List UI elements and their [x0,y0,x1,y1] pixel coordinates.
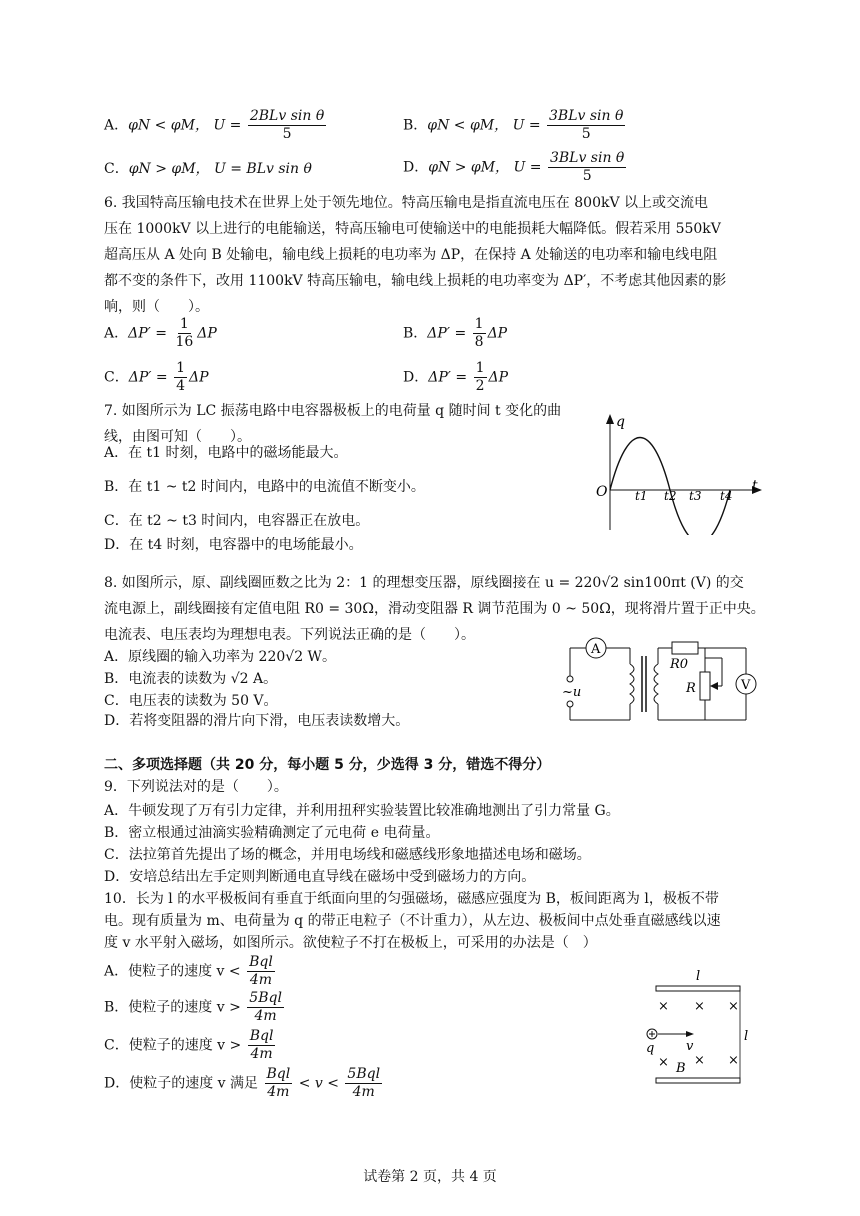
q5-option-d: D．φN > φM， U = $\frac{\text{3BLv sin θ}}{5}$ [403,150,625,184]
q10-option-d: D．使粒子的速度 v 满足 $\frac{\text{Bql}}{4m}$ < v < $\frac{\text{5Bql}}{4m}$ [104,1066,381,1100]
q8-secondary-coil [654,664,658,704]
q6-option-c: C．ΔP′ = $\frac{1}{4}$ ΔP [104,360,209,394]
q9-stem: 9．下列说法对的是（ ）。 [104,779,288,795]
q8-slider-arrow [710,682,718,690]
q10-side-length-label: l [744,1029,749,1044]
q10-cross-2: × [694,999,705,1014]
q5-option-b: B．φN < φM， U = $\frac{\text{3BLv sin θ}}{5}$ [403,108,624,142]
q10-magnetic-field-figure [636,966,756,1096]
q8-voltmeter-label: V [741,678,751,693]
q7-y-arrow [606,414,614,424]
q9-option-c: C．法拉第首先提出了场的概念，并用电场线和磁感线形象地描述电场和磁场。 [104,847,591,863]
q7-tick-t2: t2 [664,489,677,503]
q7-x-label: t [752,478,758,494]
q7-stem: 7. 如图所示为 LC 振荡电路中电容器极板上的电荷量 q 随时间 t 变化的曲 线，由图可知（ ）。 [104,403,562,445]
q8-source-label: ~u [562,685,582,700]
q7-sine-curve [610,438,733,536]
q8-option-c: C．电压表的读数为 50 V。 [104,693,278,709]
q8-option-b: B．电流表的读数为 √2 A。 [104,671,278,687]
q10-velocity-label: v [686,1039,694,1054]
q6-option-b: B．ΔP′ = $\frac{1}{8}$ ΔP [403,316,508,350]
section-2-title: 二、多项选择题（共 20 分，每小题 5 分，少选得 3 分，错选不得分） [104,757,551,773]
q6-option-a: A．ΔP′ = $\frac{1}{16}$ ΔP [104,316,217,350]
q5-option-c: C．φN > φM， U = BLv sin θ [104,161,312,177]
q7-tick-t4: t4 [720,489,733,503]
q9-option-b: B．密立根通过油滴实验精确测定了元电荷 e 电荷量。 [104,825,440,841]
q10-bottom-plate [656,1078,740,1083]
q10-top-length-label: l [696,969,701,984]
q8-ammeter-label: A [591,642,601,657]
q7-tick-t3: t3 [689,489,702,503]
q7-option-b: B．在 t1 ~ t2 时间内，电路中的电流值不断变小。 [104,479,425,495]
q10-cross-3: × [728,999,739,1014]
q10-cross-5: × [694,1053,705,1068]
q5-option-a: A．φN < φM， U = $\frac{\text{2BLv sin θ}}{5}$ [104,108,325,142]
q10-option-a: A．使粒子的速度 v < $\frac{\text{Bql}}{4m}$ [104,954,273,988]
q8-option-a: A．原线圈的输入功率为 220√2 W。 [104,649,336,665]
q8-r0-label: R0 [670,657,689,672]
q8-primary-coil [630,664,634,704]
q9-option-a: A．牛顿发现了万有引力定律，并利用扭秤实验装置比较准确地测出了引力常量 G。 [104,803,620,819]
q8-transformer-circuit [560,636,770,728]
q6-stem: 6. 我国特高压输电技术在世界上处于领先地位。特高压输电是指直流电压在 800kV 以上或交流电 压在 1000kV 以上进行的电能输送，特高压输电可使输送中的电能损耗大幅降低。假若采用 550kV 超高压从 A 处向 B 处输电，输电线上损耗的电功率为 ΔP，在保持 A 处输送的电功率和输电线电阻 都不变的条件下，改用 1100kV 特高压输电，输电线上损耗的电功率变为 ΔP′，不考虑其他因素的影 响，则（ ）。 [104,195,727,315]
q10-charge-label: q [646,1041,655,1056]
q7-origin: O [596,484,608,500]
q10-cross-1: × [658,999,669,1014]
page-footer: 试卷第 2 页，共 4 页 [363,1169,497,1185]
q7-y-label: q [616,414,625,430]
q7-charge-time-graph [590,410,770,535]
q6-option-d: D．ΔP′ = $\frac{1}{2}$ ΔP [403,360,509,394]
q7-option-a: A．在 t1 时刻，电路中的磁场能最大。 [104,445,348,461]
q10-option-c: C．使粒子的速度 v > $\frac{\text{Bql}}{4m}$ [104,1028,274,1062]
q8-resistor-r0 [672,642,698,654]
q10-top-plate [656,986,740,991]
q10-cross-4: × [658,1055,669,1070]
q10-cross-6: × [728,1053,739,1068]
q10-field-label: B [676,1061,686,1076]
q8-r-label: R [686,681,696,696]
q7-option-c: C．在 t2 ~ t3 时间内，电容器正在放电。 [104,513,370,529]
q7-tick-t1: t1 [635,489,648,503]
q8-rheostat-r [700,672,710,700]
q9-option-d: D．安培总结出左手定则判断通电直导线在磁场中受到磁场力的方向。 [104,869,536,885]
q10-stem: 10．长为 l 的水平极板间有垂直于纸面向里的匀强磁场，磁感应强度为 B，板间距离为 l，极板不带 电。现有质量为 m、电荷量为 q 的带正电粒子（不计重力），从左边、极板间中点处垂直磁感线以速 度 v 水平射入磁场，如图所示。欲使粒子不打在极板上，可采用的办法是（ ） [104,891,721,951]
q7-option-d: D．在 t4 时刻，电容器中的电场能最小。 [104,537,363,553]
q8-stem: 8. 如图所示，原、副线圈匝数之比为 2：1 的理想变压器，原线圈接在 u = 220√2 sin100πt (V) 的交 流电源上，副线圈接有定值电阻 R0 = 30Ω，滑动变阻器 R 调节范围为 0 ~ 50Ω，现将滑片置于正中央。 电流表、电压表均为理想电表。下列说法正确的是（ ）。 [104,575,765,643]
q8-option-d: D．若将变阻器的滑片向下滑，电压表读数增大。 [104,713,410,729]
q10-option-b: B．使粒子的速度 v > $\frac{\text{5Bql}}{4m}$ [104,990,282,1024]
